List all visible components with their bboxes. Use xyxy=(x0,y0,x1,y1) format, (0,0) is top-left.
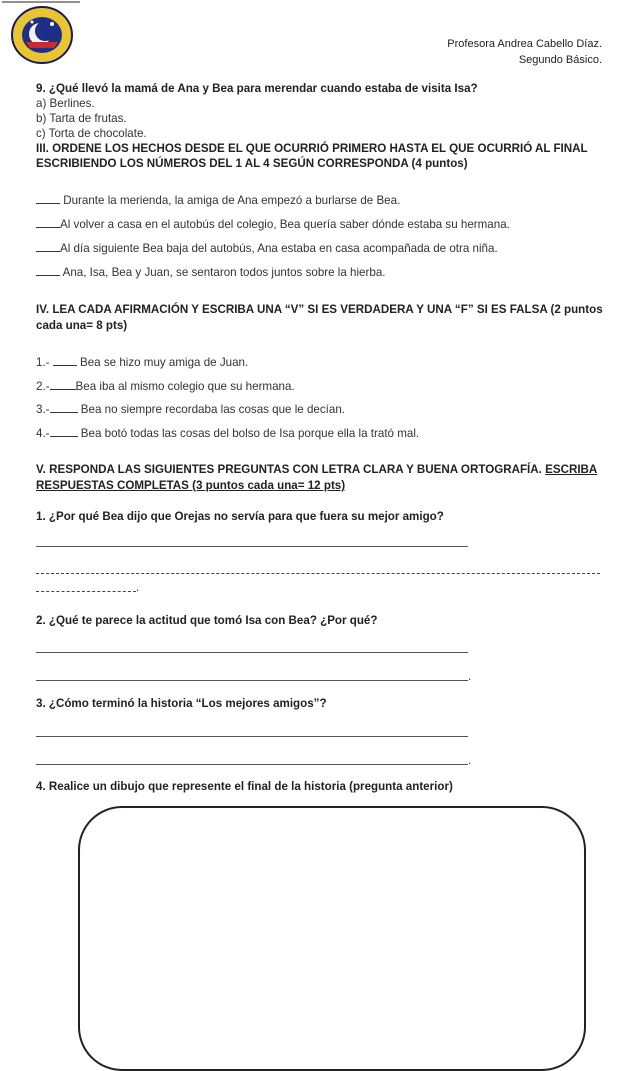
answer-line[interactable] xyxy=(36,546,468,547)
section3-title: III. ORDENE LOS HECHOS DESDE EL QUE OCURRIÓ PRIMERO HASTA EL QUE OCURRIÓ AL FINAL xyxy=(36,142,588,155)
section4-item-3: 3.- Bea no siempre recordaba las cosas que le decían. xyxy=(36,403,346,416)
answer-line[interactable] xyxy=(36,680,468,681)
answer-line[interactable] xyxy=(36,764,468,765)
answer-blank[interactable] xyxy=(53,355,77,366)
q9-option-c: c) Torta de chocolate. xyxy=(36,127,147,140)
section5-subtitle: RESPUESTAS COMPLETAS (3 puntos cada una= 12 pts) xyxy=(36,479,346,492)
q9-option-b: b) Tarta de frutas. xyxy=(36,112,127,125)
teacher-name: Profesora Andrea Cabello Díaz. xyxy=(447,38,602,50)
section4-item-1: 1.- Bea se hizo muy amiga de Juan. xyxy=(36,356,249,369)
answer-line[interactable] xyxy=(36,573,600,574)
section3-item-1: Durante la merienda, la amiga de Ana empezó a burlarse de Bea. xyxy=(36,193,400,207)
answer-blank[interactable] xyxy=(36,265,60,276)
answer-line[interactable] xyxy=(36,652,468,653)
section5-title: V. RESPONDA LAS SIGUIENTES PREGUNTAS CON LETRA CLARA Y BUENA ORTOGRAFÍA. ESCRIBA xyxy=(36,463,598,476)
answer-blank[interactable] xyxy=(50,402,78,413)
section4-item-4: 4.- Bea botó todas las cosas del bolso de Isa porque ella la trató mal. xyxy=(36,427,420,440)
answer-period: . xyxy=(468,670,472,683)
section4-title: IV. LEA CADA AFIRMACIÓN Y ESCRIBA UNA “V” SI ES VERDADERA Y UNA “F” SI ES FALSA (2 puntos xyxy=(36,303,603,316)
answer-period: . xyxy=(136,581,140,594)
section3-subtitle: ESCRIBIENDO LOS NÚMEROS DEL 1 AL 4 SEGÚN CORRESPONDA (4 puntos) xyxy=(36,157,468,170)
q9-option-a: a) Berlines. xyxy=(36,97,95,110)
grade-label: Segundo Básico. xyxy=(518,54,602,66)
section5-question-1: 1. ¿Por qué Bea dijo que Orejas no servía para que fuera su mejor amigo? xyxy=(36,510,444,523)
section5-question-3: 3. ¿Cómo terminó la historia “Los mejores amigos”? xyxy=(36,697,327,710)
answer-line[interactable] xyxy=(36,591,136,592)
school-logo xyxy=(2,0,80,66)
answer-blank[interactable] xyxy=(36,193,60,204)
section3-item-4: Ana, Isa, Bea y Juan, se sentaron todos juntos sobre la hierba. xyxy=(36,265,386,279)
answer-blank[interactable] xyxy=(36,241,60,252)
q9-question: 9. ¿Qué llevó la mamá de Ana y Bea para merendar cuando estaba de visita Isa? xyxy=(36,82,478,95)
answer-period: . xyxy=(468,754,472,767)
answer-blank[interactable] xyxy=(50,379,76,390)
section4-subtitle: cada una= 8 pts) xyxy=(36,319,128,332)
answer-blank[interactable] xyxy=(36,217,60,228)
section4-item-2: 2.- Bea iba al mismo colegio que su hermana. xyxy=(36,380,295,393)
section5-question-4: 4. Realice un dibujo que represente el final de la historia (pregunta anterior) xyxy=(36,780,453,793)
section3-item-2: Al volver a casa en el autobús del colegio, Bea quería saber dónde estaba su hermana. xyxy=(36,217,510,231)
answer-line[interactable] xyxy=(36,736,468,737)
section5-question-2: 2. ¿Qué te parece la actitud que tomó Isa con Bea? ¿Por qué? xyxy=(36,614,378,627)
section3-item-3: Al día siguiente Bea baja del autobús, Ana estaba en casa acompañada de otra niña. xyxy=(36,241,498,255)
answer-blank[interactable] xyxy=(50,426,78,437)
drawing-box[interactable] xyxy=(78,806,586,1071)
